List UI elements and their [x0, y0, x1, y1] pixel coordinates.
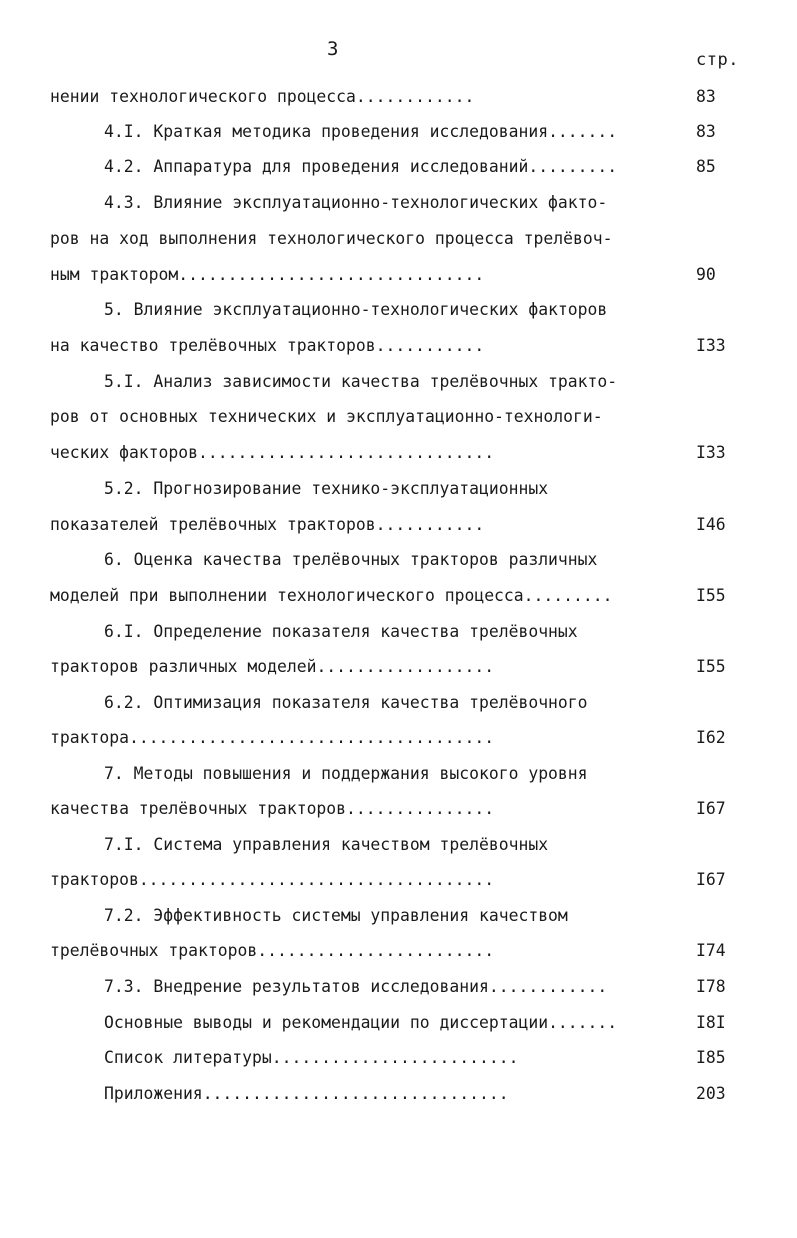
- toc-page-number: 85: [696, 157, 716, 176]
- toc-page-number: I67: [696, 799, 726, 818]
- toc-page-number: I55: [696, 586, 726, 605]
- toc-page-number: I62: [696, 728, 726, 747]
- toc-line: [50, 404, 666, 430]
- toc-entry-text: 4.3. Влияние эксплуатационно-технологических факто-: [104, 193, 608, 212]
- toc-leader-dots: ...............................: [202, 1084, 509, 1103]
- toc-entry-text: 4.I. Краткая методика проведения исследования: [104, 122, 549, 141]
- toc-leader-dots: .........: [523, 586, 613, 605]
- toc-entry-text: показателей трелёвочных тракторов: [50, 515, 376, 534]
- toc-leader-dots: ............: [488, 977, 608, 996]
- toc-entry-text: тракторов: [50, 870, 139, 889]
- toc-line: [104, 547, 666, 573]
- toc-page-number: I85: [696, 1048, 726, 1067]
- toc-entry-text: 7.2. Эффективность системы управления качеством: [104, 906, 568, 925]
- toc-line: [50, 725, 666, 751]
- toc-page-number: I46: [696, 515, 726, 534]
- toc-leader-dots: ............: [355, 87, 475, 106]
- toc-line: [104, 190, 666, 216]
- toc-page-number: I74: [696, 941, 726, 960]
- toc-line: [104, 154, 666, 180]
- toc-page-number: 90: [696, 265, 716, 284]
- toc-line: [104, 119, 666, 145]
- toc-entry-text: трактора: [50, 728, 129, 747]
- toc-leader-dots: ..................: [316, 657, 495, 676]
- toc-leader-dots: .........: [528, 157, 618, 176]
- toc-page-number: I8I: [696, 1013, 726, 1032]
- toc-line: [104, 832, 666, 858]
- toc-leader-dots: .....................................: [128, 728, 495, 747]
- toc-line: [50, 796, 666, 822]
- toc-line: [50, 226, 666, 252]
- toc-entry-text: качества трелёвочных тракторов: [50, 799, 347, 818]
- toc-entry-text: нении технологического процесса: [50, 87, 356, 106]
- toc-entry-text: ческих факторов: [50, 443, 199, 462]
- toc-leader-dots: ....................................: [138, 870, 495, 889]
- toc-line: [50, 583, 666, 609]
- toc-line: [104, 476, 666, 502]
- toc-leader-dots: .........................: [271, 1048, 519, 1067]
- toc-page-number: I33: [696, 336, 726, 355]
- toc-line: [104, 1045, 666, 1071]
- toc-line: [50, 654, 666, 680]
- toc-line: [104, 690, 666, 716]
- toc-entry-text: 6.2. Оптимизация показателя качества трелёвочного: [104, 693, 588, 712]
- toc-line: [104, 974, 666, 1000]
- toc-line: [50, 440, 666, 466]
- toc-page-number: 83: [696, 87, 716, 106]
- toc-line: [50, 938, 666, 964]
- toc-line: [50, 512, 666, 538]
- toc-entry-text: 5.I. Анализ зависимости качества трелёвочных тракто-: [104, 372, 618, 391]
- toc-entry-text: моделей при выполнении технологического процесса: [50, 586, 524, 605]
- toc-entry-text: 5. Влияние эксплуатационно-технологических факторов: [104, 300, 608, 319]
- toc-leader-dots: .......: [548, 1013, 618, 1032]
- toc-entry-text: на качество трелёвочных тракторов: [50, 336, 376, 355]
- toc-entry-text: ров на ход выполнения технологического процесса трелёвоч-: [50, 229, 613, 248]
- toc-page-number: 203: [696, 1084, 726, 1103]
- toc-line: [104, 761, 666, 787]
- toc-page-number: 83: [696, 122, 716, 141]
- toc-entry-text: ров от основных технических и эксплуатационно-технологи-: [50, 407, 603, 426]
- toc-page-number: I55: [696, 657, 726, 676]
- toc-line: [50, 867, 666, 893]
- toc-line: [104, 1010, 666, 1036]
- toc-line: [50, 333, 666, 359]
- toc-entry-text: трелёвочных тракторов: [50, 941, 258, 960]
- toc-entry-text: ным трактором: [50, 265, 179, 284]
- toc-entry-text: 7.I. Система управления качеством трелёвочных: [104, 835, 549, 854]
- toc-leader-dots: ........................: [257, 941, 495, 960]
- toc-page-number: I78: [696, 977, 726, 996]
- toc-line: [104, 297, 666, 323]
- toc-entry-text: Приложения: [104, 1084, 203, 1103]
- page-number: 3: [327, 38, 339, 60]
- toc-leader-dots: .......: [548, 122, 618, 141]
- toc-line: [104, 619, 666, 645]
- toc-page-number: I33: [696, 443, 726, 462]
- toc-line: [50, 84, 666, 110]
- toc-line: [104, 369, 666, 395]
- toc-entry-text: 6. Оценка качества трелёвочных тракторов различных: [104, 550, 598, 569]
- toc-page-number: I67: [696, 870, 726, 889]
- toc-line: [104, 1081, 666, 1107]
- toc-entry-text: тракторов различных моделей: [50, 657, 317, 676]
- page-column-label: стр.: [696, 50, 739, 70]
- toc-leader-dots: ..............................: [198, 443, 495, 462]
- toc-leader-dots: ...............: [346, 799, 495, 818]
- toc-entry-text: Список литературы: [104, 1048, 272, 1067]
- toc-entry-text: 7.3. Внедрение результатов исследования: [104, 977, 489, 996]
- toc-entry-text: 6.I. Определение показателя качества трелёвочных: [104, 622, 578, 641]
- toc-line: [50, 262, 666, 288]
- toc-entry-text: 7. Методы повышения и поддержания высокого уровня: [104, 764, 588, 783]
- toc-entry-text: 5.2. Прогнозирование технико-эксплуатационных: [104, 479, 549, 498]
- toc-leader-dots: ...........: [375, 515, 485, 534]
- toc-leader-dots: ...............................: [178, 265, 485, 284]
- toc-line: [104, 903, 666, 929]
- toc-entry-text: 4.2. Аппаратура для проведения исследований: [104, 157, 529, 176]
- toc-leader-dots: ...........: [375, 336, 485, 355]
- toc-entry-text: Основные выводы и рекомендации по диссертации: [104, 1013, 549, 1032]
